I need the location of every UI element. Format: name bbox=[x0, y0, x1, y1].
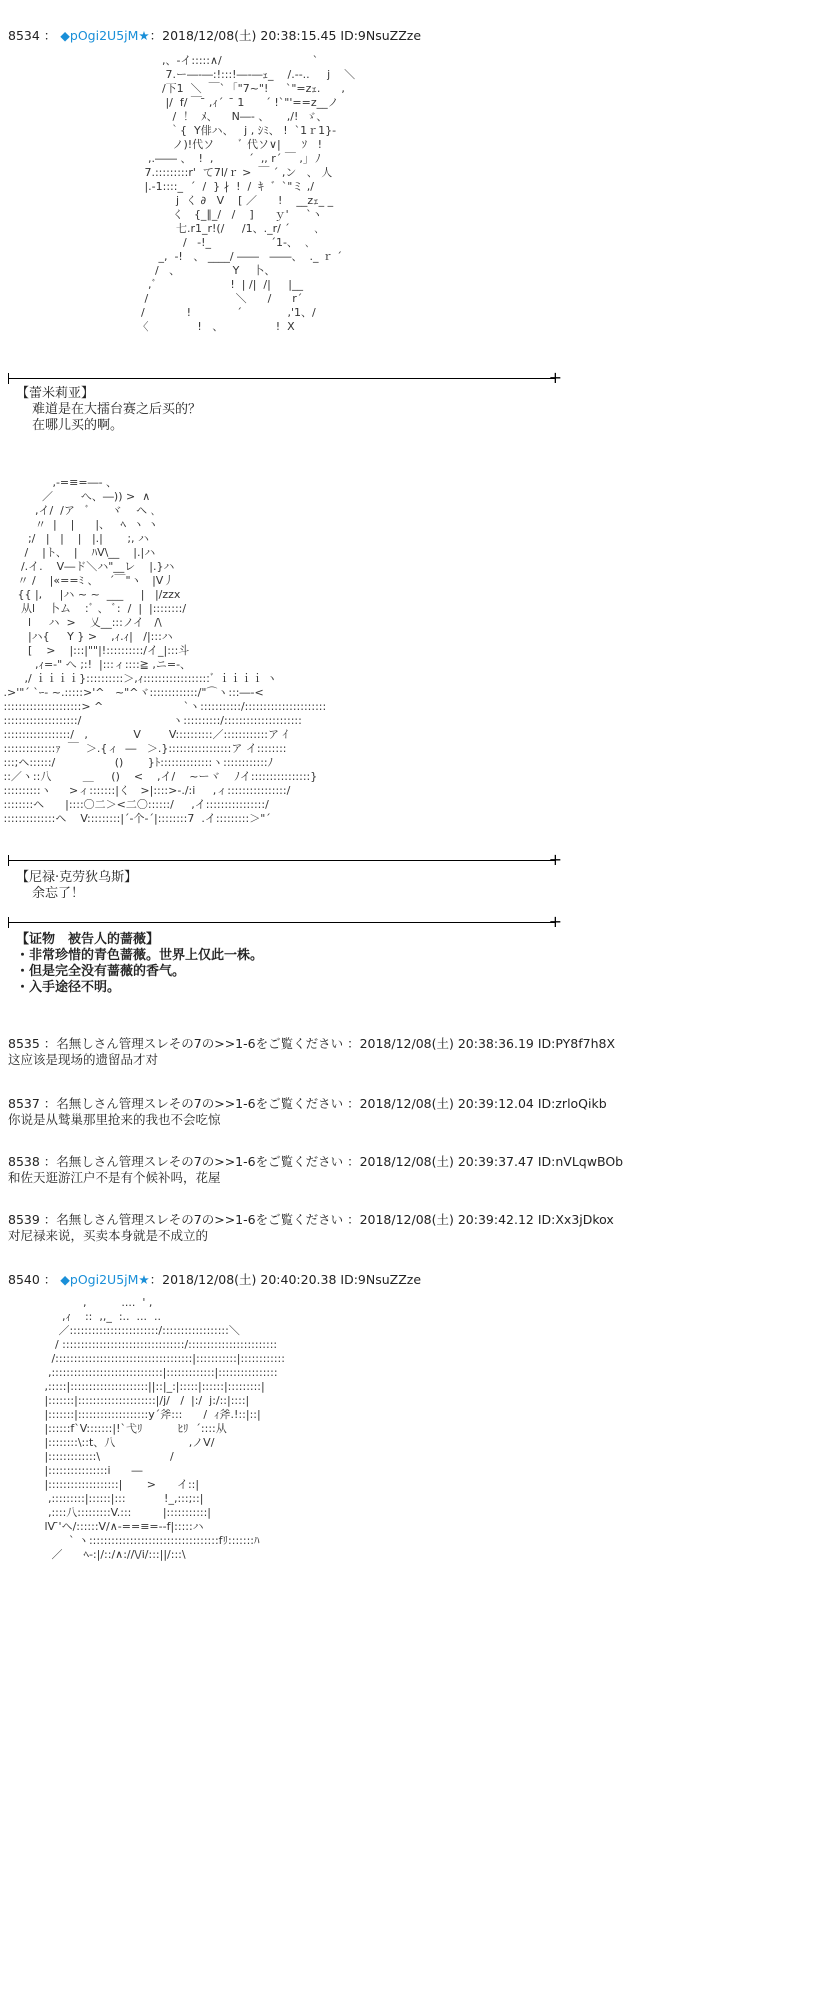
post-header-8537: 8537 ：名無しさん管理スレその7の>>1-6をご覧ください ：2018/12/08(土) 20:39:12.04 ID:zrloQikb bbox=[8, 1096, 607, 1111]
dialogue-nero bbox=[16, 870, 137, 902]
post-body-8539: 对尼禄来说，买卖本身就是不成立的 bbox=[8, 1228, 209, 1243]
post-number: 8534 bbox=[8, 28, 40, 43]
evidence-card bbox=[16, 932, 263, 996]
post-body-8535: 这应该是现场的遗留品才对 bbox=[8, 1052, 159, 1067]
post-body-8538: 和佐天逛游江户不是有个候补吗，花屋 bbox=[8, 1170, 221, 1185]
post-header-8534 bbox=[8, 28, 421, 44]
post-body-8537: 你说是从鹫巢那里抢来的我也不会吃惊 bbox=[8, 1112, 221, 1127]
post-header-8540 bbox=[8, 1272, 421, 1288]
post-date-id: ：2018/12/08(土) 20:40:20.38 ID:9NsuZZze bbox=[149, 1272, 422, 1287]
post-header-8539: 8539 ：名無しさん管理スレその7の>>1-6をご覧ください ：2018/12/08(土) 20:39:42.12 ID:Xx3jDkox bbox=[8, 1212, 614, 1227]
post-header-8538: 8538 ：名無しさん管理スレその7の>>1-6をご覧ください ：2018/12/08(土) 20:39:37.47 ID:nVLqwBOb bbox=[8, 1154, 624, 1169]
evidence-item: ・入手途径不明。 bbox=[16, 980, 121, 995]
evidence-item: ・非常珍惜的青色蔷薇。世界上仅此一株。 bbox=[16, 948, 264, 963]
dialogue-line: 余忘了！ bbox=[32, 886, 85, 901]
dialogue-line: 难道是在大擂台赛之后买的？ bbox=[32, 402, 202, 417]
scene-divider: + bbox=[8, 922, 556, 923]
post-sep: ： bbox=[43, 1272, 57, 1287]
post-sep: ： bbox=[43, 28, 57, 43]
evidence-item: ・但是完全没有蔷薇的香气。 bbox=[16, 964, 186, 979]
post-header-8535: 8535 ：名無しさん管理スレその7の>>1-6をご覧ください ：2018/12/08(土) 20:38:36.19 ID:PY8f7h8X bbox=[8, 1036, 616, 1051]
post-number: 8540 bbox=[8, 1272, 40, 1287]
speaker-label: 【蕾米莉亚】 bbox=[16, 386, 95, 401]
ascii-art-remilia: ,、-イ:::::∧/ ` 7.ー―-―:!:::!―-―ｪ_ /.--.. j ＼ /下1 ＼ ￣` ｢"7~"! `"=zｪ. , |/ f/ ￣ ̄ ,ｨ´ ̄ 1 ´ !`"'==z__ノ / ！ ﾒ、 N―- 、 ,/! ゞ、 ｀{ Y俳ハ、 j , ｼﾐ、 ! `1ｒ1}- ノ)!代ソ ﾞ 代ソ∨| ｿ ! ,.―― 、 ! , ´ ,, r´ ￣ ,｣ ﾉ 7.:::::::::r' て7l/ｒ > ￣ ´ ,ン 、 人 |.-1::::_ ´ / } ∤ ! / ｷ ゛`"ミ ,/ j く ∂ V [ ／ ! __zｪ_ _ く {_∥_/ / ] ｙ' `ヽ 七.r1_r!(/ /1、._r/ ´ ､ / -!_ ´1-、 ､ _, -! 、 ____/ ―― ――、 ._ ｒ ´ / 、 Y 卜、 ,ﾞ ! | /| /| |__ / ＼ / r´ / ! ´ ,'1、/ 〈 ! 、 ! X bbox=[137, 54, 356, 333]
poster-name-link[interactable]: ◆pOgi2U5jM★ bbox=[60, 28, 150, 43]
post-date-id: ：2018/12/08(土) 20:38:15.45 ID:9NsuZZze bbox=[149, 28, 422, 43]
ascii-art-character: , .... ' , ,ｨ :: ,,_ :.. ... .. ／::::::::::::::::::::::::/::::::::::::::::::＼ / :::::::::::::::::::::::::::::::::/:::::::::::::::::::::::: /:::::::::::::::::::::::::::::::::::::|:::::::::::|:::::::::::: ,::::::::::::::::::::::::::::::|:::::::::::::|:::::::::::::::: ,:::::|:::::::::::::::::::::||::|_:|:::::|::::::|:::::::::| |:::::::|:::::::::::::::::::::|/j/ / |:/ j:/::|::::| |:::::::|:::::::::::::::::::y´斧::: / ｨ斧.!::|::| |::::::f`V:::::::|!`弋ﾘ ﾋﾘ ´::::从 |::::::::\::t、八 ,ノV/ |:::::::::::::\ / |::::::::::::::::i ― |:::::::::::::::::::| > イ::| ,:::::::::|::::::|::: !_,:::;::| ,::::八:::::::::V.::: |:::::::::::| lV ̄'ヘ/::::::V/∧-==≡=--f|:::::ハ ` ヽ:::::::::::::::::::::::::::::::::::fﾘ:::::::ﾊ ／ ﾍ-:|/::/∧://\/i/:::||/:::\ bbox=[44, 1296, 285, 1561]
speaker-label: 【尼禄·克劳狄乌斯】 bbox=[16, 870, 138, 885]
dialogue-remilia bbox=[16, 386, 201, 434]
scene-divider: + bbox=[8, 860, 556, 861]
ascii-art-nero: ,-=≡=―‐ 、 ／ へ、―)) > ∧ ,イ/ /ア ﾞ ヾ ヘ ､ 〃 | | |、 ﾍ ヽ ヽ ;/ | | | |.| ;, ハ / |ト、 | ﾊV\__ |.|ハ /.イ. V―ド＼ハ"__レ |.}ハ 〃 / |«==ﾐ 、 ´￣"ヽ |V丿 {{ |, |ハ ~ ~ ___ | |/zzx 从l 卜ム :ﾞ 、 ﾞ: / | |::::::::/ l ハ > 乂__:::ノイ /\ |ハ{ Y } > ,ｨ.ｨ| /|:::ハ [ > |:::|""|!::::::::::/イ_|:::斗 ,ｨ=-" へ ;:! |:::ィ::::≧ ,ニ=-、 ,/ ｉｉｉｉ}::::::::::＞,ｨ::::::::::::::::::ﾞ ｉｉｉｉ ヽ .>'"´ `ｰ- ~.:::::>'^ ~"^ヾ:::::::::::::/"⌒ヽ:::―-< :::::::::::::::::::::> ^ `ヽ:::::::::::/:::::::::::::::::::::: ::::::::::::::::::::/ ヽ::::::::::/::::::::::::::::::::: ::::::::::::::::::/ , V V::::::::::／::::::::::::ア ｲ ::::::::::::::ｧ ￣ ＞.{ィ ― ＞.}:::::::::::::::::ア イ:::::::: :::;ヘ::::::/ () }ﾄ::::::::::::::ヽ::::::::::::ﾉ ::／ヽ::八 ＿ () < ,イ/ ~ーヾ ﾉイ::::::::::::::::} ::::::::::ヽ >ィ:::::::|く >|::::>-./:i ,ィ::::::::::::::::/ ::::::::ヘ |::::〇二＞<二〇::::::/ ,イ::::::::::::::::/ ::::::::::::::ヘ V:::::::::|´-个-´|::::::::7 .イ:::::::::＞"´ bbox=[3, 476, 327, 825]
scene-divider: + bbox=[8, 378, 556, 379]
dialogue-line: 在哪儿买的啊。 bbox=[32, 418, 124, 433]
evidence-title: 【证物 被告人的蔷薇】 bbox=[16, 932, 160, 947]
poster-name-link[interactable]: ◆pOgi2U5jM★ bbox=[60, 1272, 150, 1287]
